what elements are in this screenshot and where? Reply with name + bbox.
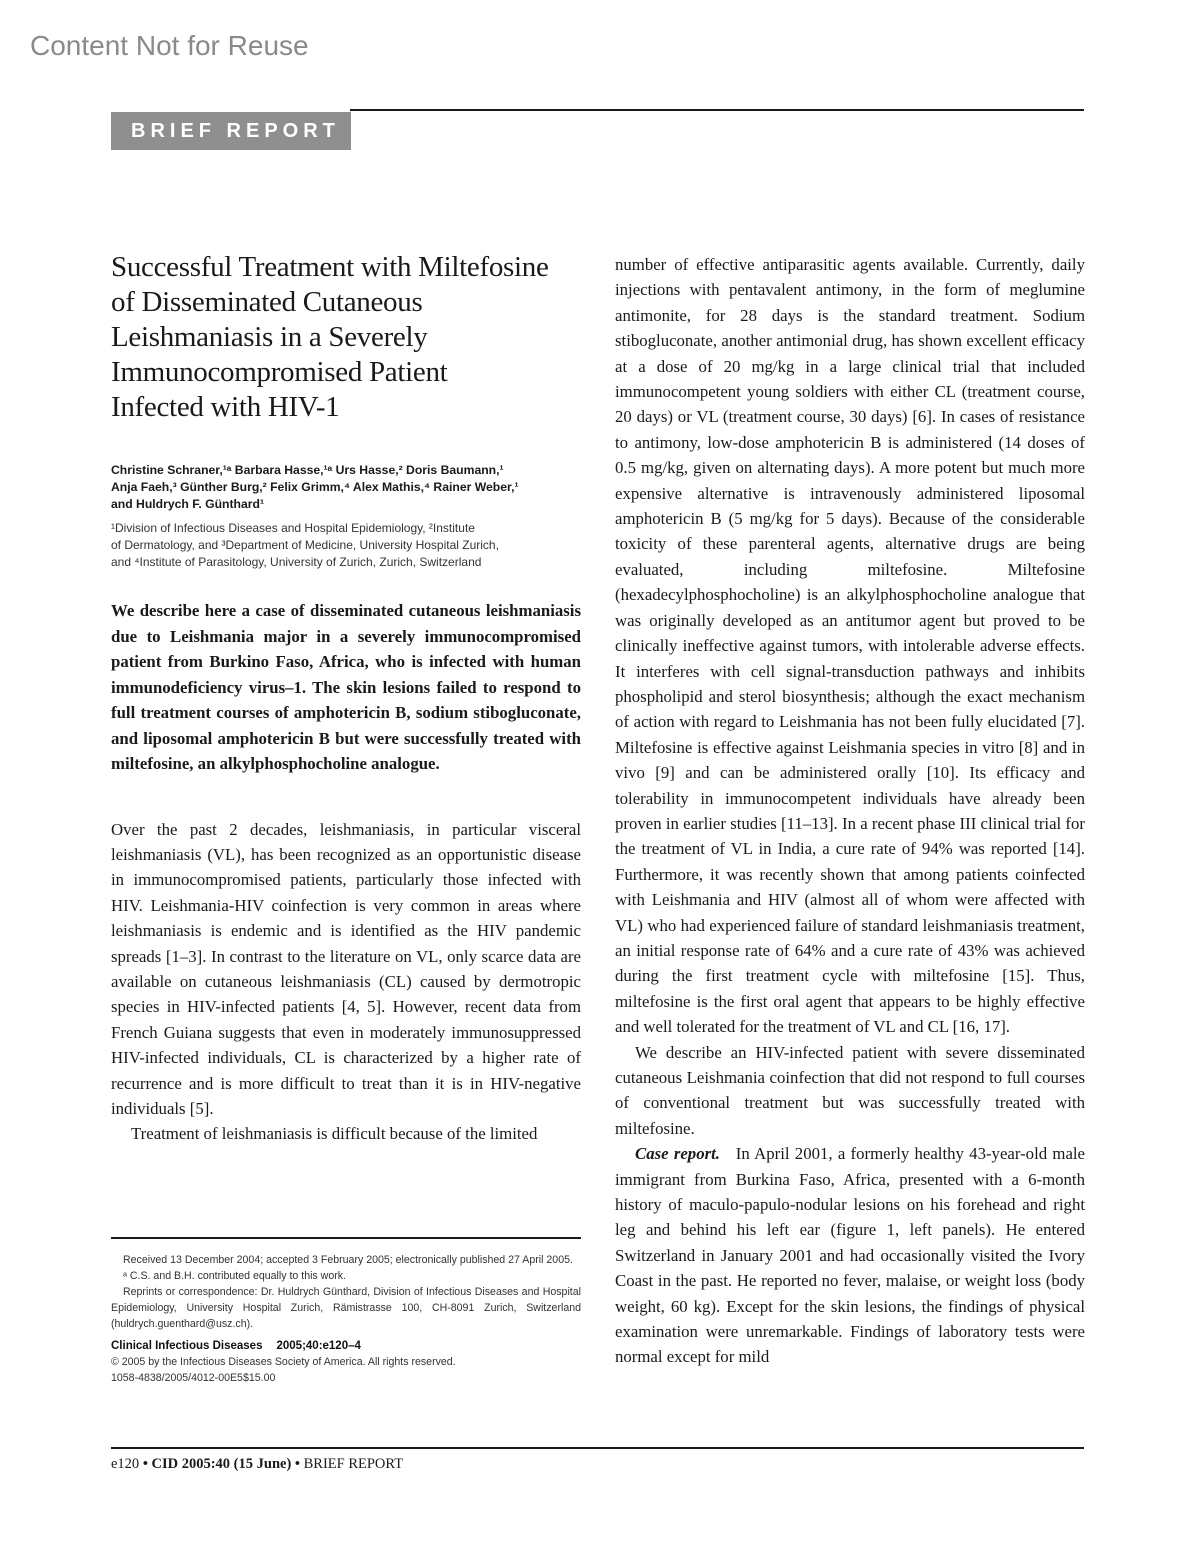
intro-text <box>111 817 581 1147</box>
page-number: e120 <box>111 1456 140 1472</box>
section-tag: BRIEF REPORT <box>111 112 351 150</box>
journal-citation <box>111 1338 581 1354</box>
page-footer <box>111 1456 403 1473</box>
received-note: Received 13 December 2004; accepted 3 February 2005; electronically published 27 April 2005. <box>123 1254 573 1266</box>
abstract: We describe here a case of disseminated cutaneous leishmaniasis due to Leishmania major in a severely immunocompromised patient from Burkino Faso, Africa, who is infected with human immunodeficiency virus–1. The skin lesions failed to respond to full treatment courses of amphotericin B, sodium stibogluconate, and liposomal amphotericin B but were successfully treated with miltefosine, an alkylphosphocholine analogue. <box>111 601 581 773</box>
footer-separator: • <box>294 1456 300 1472</box>
case-report-heading: Case report. <box>635 1144 720 1164</box>
footer-section: BRIEF REPORT <box>303 1456 404 1472</box>
case-report-paragraph <box>615 1141 1085 1370</box>
footer-separator: • <box>142 1456 148 1472</box>
footer-rule <box>111 1447 1084 1449</box>
paragraph: Treatment of leishmaniasis is difficult because of the limited <box>131 1124 538 1144</box>
paragraph: number of effective antiparasitic agents available. Currently, daily injections with pentavalent antimony, in the form of meglumine antimonite, for 28 days is the standard treatment. Sodium stibogluconate, another antimonial drug, has shown excellent efficacy at a dose of 20 mg/kg in a large clinical trial that included immunocompetent young soldiers with either CL (treatment course, 20 days) or VL (treatment course, 30 days) [6]. In cases of resistance to antimony, low-dose amphotericin B is administered (14 doses of 0.5 mg/kg, given on alternating days). A more potent but much more expensive alternative is intravenously administered liposomal amphotericin B (5 mg/kg for 5 days). Because of the considerable toxicity of these parenteral agents, alternative drugs are being evaluated, including miltefosine. Miltefosine (hexadecylphosphocholine) is an alkylphosphocholine analogue that was originally developed as an antitumor agent but proved to be clinically ineffective against tumors, with intolerable adverse effects. It interferes with cell signal-transduction pathways and inhibits phospholipid and sterol biosynthesis; although the exact mechanism of action with regard to Leishmania has not been fully elucidated [7]. Miltefosine is effective against Leishmania species in vitro [8] and in vivo [9] and can be administered orally [10]. Its efficacy and tolerability in immunocompetent individuals have already been proven in earlier studies [11–13]. In a recent phase III clinical trial for the treatment of VL in India, a cure rate of 94% was reported [14]. Furthermore, it was recently shown that among patients coinfected with Leishmania and HIV (almost all of whom were affected with VL) who had experienced failure of standard leishmaniasis treatment, an initial response rate of 64% and a cure rate of 43% was achieved during the first treatment cycle with miltefosine [15]. Thus, miltefosine is the first oral agent that appears to be highly effective and well tolerated for the treatment of VL and CL [16, 17]. <box>615 255 1085 1037</box>
article-title: Successful Treatment with Miltefosine of Disseminated Cutaneous Leishmaniasis in a Severely Immunocompromised Patient Infected with HIV-1 <box>111 251 549 423</box>
watermark: Content Not for Reuse <box>30 30 309 61</box>
header-rule <box>350 109 1084 111</box>
right-column <box>615 252 1085 1370</box>
footer-journal: CID 2005:40 (15 June) <box>151 1456 292 1472</box>
affiliations: ¹Division of Infectious Diseases and Hospital Epidemiology, ²Institute of Dermatology, and ³Department of Medicine, University Hospital Zurich, and ⁴Institute of Parasitology, University of Zurich, Zurich, Switzerland <box>111 521 499 569</box>
copyright-note: © 2005 by the Infectious Diseases Society of America. All rights reserved. <box>111 1356 456 1368</box>
author-list: Christine Schraner,¹ᵃ Barbara Hasse,¹ᵃ Urs Hasse,² Doris Baumann,¹ Anja Faeh,³ Günther Burg,² Felix Grimm,⁴ Alex Mathis,⁴ Rainer Weber,¹ and Huldrych F. Günthard¹ <box>111 463 519 511</box>
issn-note: 1058-4838/2005/4012-00E5$15.00 <box>111 1372 276 1384</box>
equal-contribution-note: ᵃ C.S. and B.H. contributed equally to this work. <box>123 1270 346 1282</box>
journal-name: Clinical Infectious Diseases <box>111 1340 263 1352</box>
footnote-rule <box>111 1237 581 1239</box>
paragraph: Over the past 2 decades, leishmaniasis, in particular visceral leishmaniasis (VL), has been recognized as an opportunistic disease in immunocompromised patients, particularly those infected with HIV. Leishmania-HIV coinfection is very common in areas where leishmaniasis is endemic and is identified as the HIV pandemic spreads [1–3]. In contrast to the literature on VL, only scarce data are available on cutaneous leishmaniasis (CL) caused by dermotropic species in HIV-infected patients [4, 5]. However, recent data from French Guiana suggests that even in moderately immunosuppressed HIV-infected individuals, CL is characterized by a higher rate of recurrence and is more difficult to treat than it is in HIV-negative individuals [5]. <box>111 819 581 1118</box>
journal-cite: 2005;40:e120–4 <box>276 1340 361 1352</box>
left-column <box>111 250 581 1147</box>
right-body-text <box>615 252 1085 1370</box>
footnotes <box>111 1252 581 1386</box>
paragraph: We describe an HIV-infected patient with severe disseminated cutaneous Leishmania coinfection that did not respond to full courses of conventional treatment but was successfully treated with miltefosine. <box>615 1042 1085 1138</box>
case-report-text: In April 2001, a formerly healthy 43-year-old male immigrant from Burkina Faso, Africa, presented with a 6-month history of maculo-papulo-nodular lesions on his forehead and right leg and behind his left ear (figure 1, left panels). He entered Switzerland in January 2001 and had occasionally visited the Ivory Coast in the past. He reported no fever, malaise, or weight loss (body weight, 60 kg). Except for the skin lesions, the findings of physical examination were unremarkable. Findings of laboratory tests were normal except for mild <box>615 1144 1085 1367</box>
correspondence-note: Reprints or correspondence: Dr. Huldrych Günthard, Division of Infectious Diseases and Hospital Epidemiology, University Hospital Zurich, Rämistrasse 100, CH-8091 Zurich, Switzerland (huldrych.guenthard@usz.ch). <box>111 1286 581 1330</box>
